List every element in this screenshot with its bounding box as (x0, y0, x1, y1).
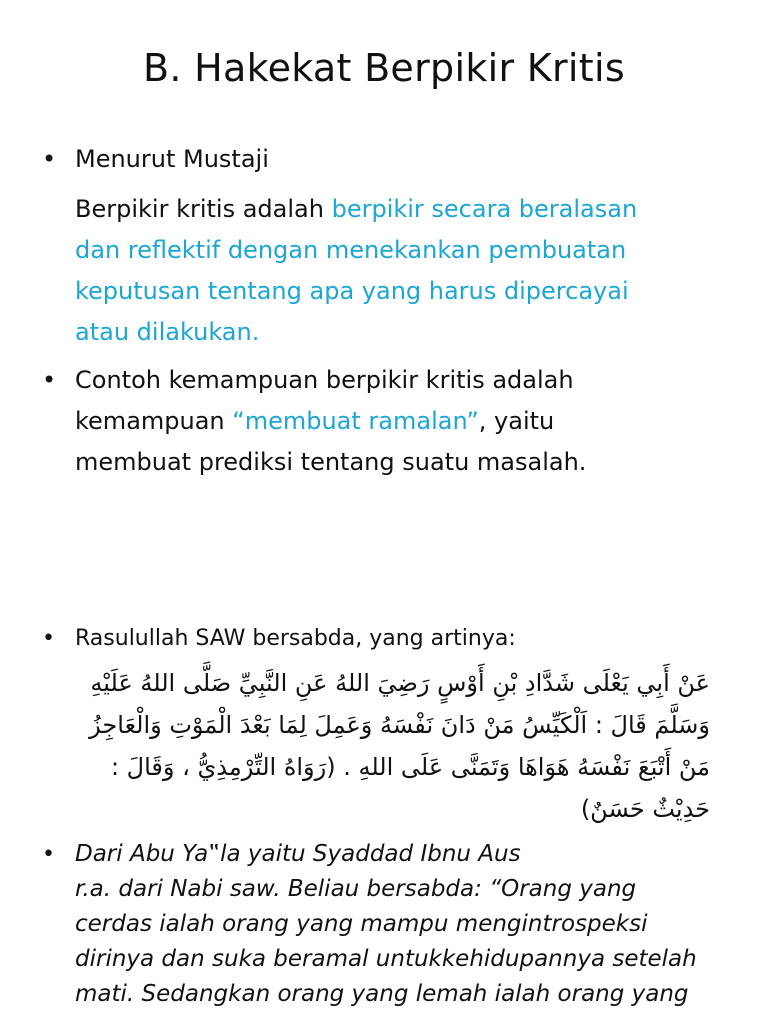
bullet-2-accent: “membuat ramalan” (232, 407, 479, 435)
translation-paragraph (75, 837, 745, 1012)
bullet-2-line-3: membuat prediksi tentang suatu masalah. (75, 448, 587, 476)
definition-accent-1: berpikir secara beralasan (331, 195, 638, 223)
bullet-1-label: Menurut Mustaji (75, 145, 269, 173)
translation-line-4: dirinya dan suka beramal untukkehidupannya setelah (75, 946, 697, 972)
arabic-line-1: عَنْ أَبِي يَعْلَى شَدَّادِ بْنِ أَوْسٍ رَضِيَ اللهُ عَنِ النَّبِيِّ صَلَّى اللهُ عَلَيْهِ (90, 669, 710, 697)
definition-accent-3: keputusan tentang apa yang harus dipercayai (75, 277, 629, 305)
definition-accent-2: dan reflektif dengan menekankan pembuatan (75, 236, 627, 264)
bullet-dot: • (42, 366, 57, 394)
translation-line-3: cerdas ialah orang yang mampu mengintrospeksi (75, 911, 648, 937)
arabic-line-2: وَسَلَّمَ قَالَ : اَلْكَيِّسُ مَنْ دَانَ نَفْسَهُ وَعَمِلَ لِمَا بَعْدَ الْمَوْتِ وَالْعَاجِزُ (89, 711, 710, 739)
bullet-dot: • (42, 626, 55, 651)
arabic-line-3: مَنْ أَتْبَعَ نَفْسَهُ هَوَاهَا وَتَمَنَّى عَلَى اللهِ . (رَوَاهُ التِّرْمِذِيُّ ، وَقَالَ : (110, 753, 710, 781)
bullet-dot: • (42, 842, 55, 867)
arabic-hadith (70, 662, 710, 830)
bullet-2-prefix: kemampuan (75, 407, 233, 435)
bullet-3-label: Rasulullah SAW bersabda, yang artinya: (75, 626, 516, 651)
translation-line-1: Dari Abu Ya‟la yaitu Syaddad Ibnu Aus (75, 841, 521, 867)
page-title: B. Hakekat Berpikir Kritis (143, 46, 625, 90)
bullet-dot: • (42, 145, 57, 173)
definition-accent-4: atau dilakukan. (75, 318, 260, 346)
bullet-2-line-1: Contoh kemampuan berpikir kritis adalah (75, 366, 574, 394)
bullet-2-line-2 (75, 401, 554, 442)
definition-prefix: Berpikir kritis adalah (75, 195, 332, 223)
translation-line-5: mati. Sedangkan orang yang lemah ialah orang yang (75, 981, 689, 1007)
bullet-2-suffix: , yaitu (478, 407, 555, 435)
translation-line-2: r.a. dari Nabi saw. Beliau bersabda: “Orang yang (75, 876, 637, 902)
arabic-line-4: حَدِيْثٌ حَسَنٌ) (580, 795, 710, 823)
